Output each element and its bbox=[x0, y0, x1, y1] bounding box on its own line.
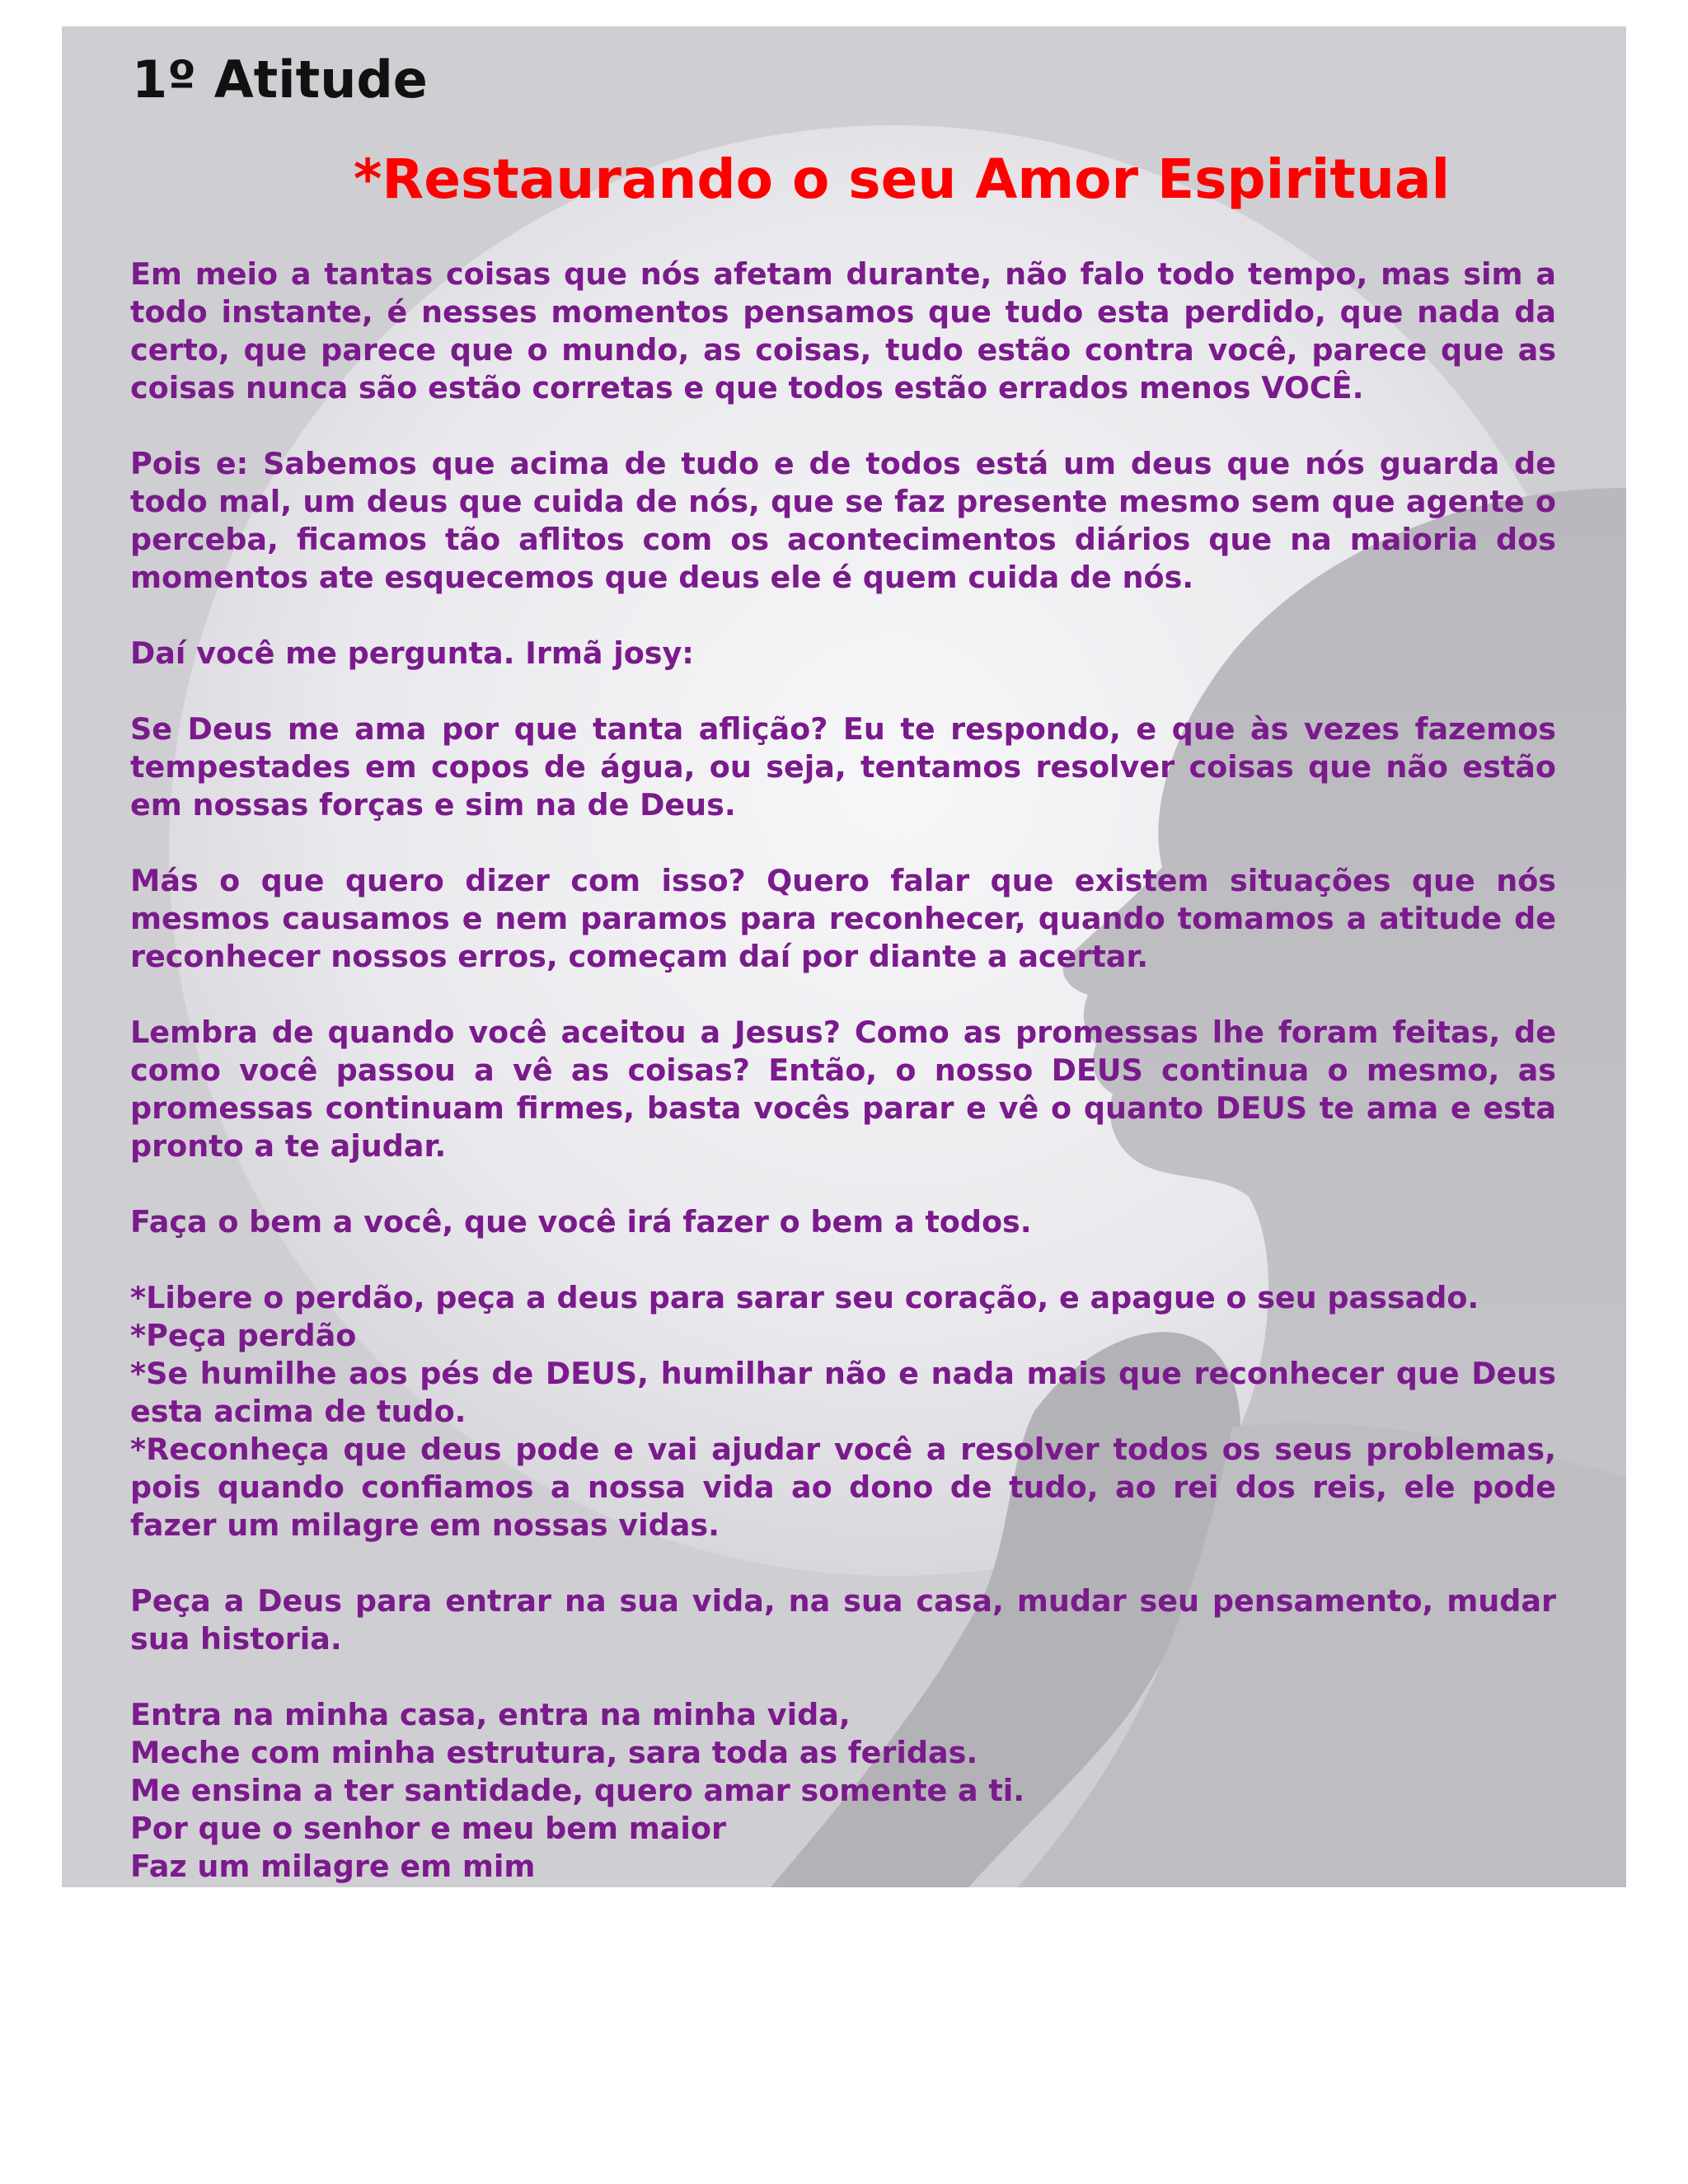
stanza-line: Me ensina a ter santidade, quero amar somente a ti. bbox=[130, 1773, 1025, 1808]
body-text bbox=[130, 255, 1556, 1886]
page-title: *Restaurando o seu Amor Espiritual bbox=[353, 148, 1451, 211]
list-item: *Se humilhe aos pés de DEUS, humilhar não e nada mais que reconhecer que Deus esta acima de tudo. bbox=[130, 1356, 1556, 1429]
stanza-line: Entra na minha casa, entra na minha vida, bbox=[130, 1697, 851, 1732]
list-item: *Peça perdão bbox=[130, 1318, 357, 1353]
paragraph-7: Faça o bem a você, que você irá fazer o bem a todos. bbox=[130, 1204, 1032, 1240]
paragraph-8: Peça a Deus para entrar na sua vida, na sua casa, mudar seu pensamento, mudar sua historia. bbox=[130, 1583, 1556, 1657]
paragraph-3: Daí você me pergunta. Irmã josy: bbox=[130, 635, 694, 671]
stanza-line: Por que o senhor e meu bem maior bbox=[130, 1811, 726, 1846]
list-item: *Reconheça que deus pode e vai ajudar você a resolver todos os seus problemas, pois quando confiamos a nossa vida ao dono de tudo, ao rei dos reis, ele pode fazer um milagre em nossas vidas. bbox=[130, 1432, 1556, 1543]
paragraph-2: Pois e: Sabemos que acima de tudo e de todos está um deus que nós guarda de todo mal, um deus que cuida de nós, que se faz presente mesmo sem que agente o perceba, ficamos tão aflitos com os acontecimentos diários que na maioria dos momentos ate esquecemos que deus ele é quem cuida de nós. bbox=[130, 446, 1556, 595]
paragraph-1: Em meio a tantas coisas que nós afetam durante, não falo todo tempo, mas sim a todo instante, é nesses momentos pensamos que tudo esta perdido, que nada da certo, que parece que o mundo, as coisas, tudo estão contra você, parece que as coisas nunca são estão corretas e que todos estão errados menos VOCÊ. bbox=[130, 256, 1556, 405]
prayer-stanza bbox=[130, 1696, 1556, 1886]
stanza-line: Meche com minha estrutura, sara toda as feridas. bbox=[130, 1735, 978, 1770]
paragraph-6: Lembra de quando você aceitou a Jesus? Como as promessas lhe foram feitas, de como você passou a vê as coisas? Então, o nosso DEUS continua o mesmo, as promessas continuam firmes, basta vocês parar e vê o quanto DEUS te ama e esta pronto a te ajudar. bbox=[130, 1015, 1556, 1164]
page-heading: 1º Atitude bbox=[132, 49, 428, 110]
paragraph-4: Se Deus me ama por que tanta aflição? Eu te respondo, e que às vezes fazemos tempestades em copos de água, ou seja, tentamos resolver coisas que não estão em nossas forças e sim na de Deus. bbox=[130, 711, 1556, 823]
paragraph-5: Más o que quero dizer com isso? Quero falar que existem situações que nós mesmos causamos e nem paramos para reconhecer, quando tomamos a atitude de reconhecer nossos erros, começam daí por diante a acertar. bbox=[130, 863, 1556, 974]
list-item: *Libere o perdão, peça a deus para sarar seu coração, e apague o seu passado. bbox=[130, 1280, 1479, 1315]
document-panel bbox=[62, 26, 1626, 1887]
stanza-line: Faz um milagre em mim bbox=[130, 1849, 536, 1884]
